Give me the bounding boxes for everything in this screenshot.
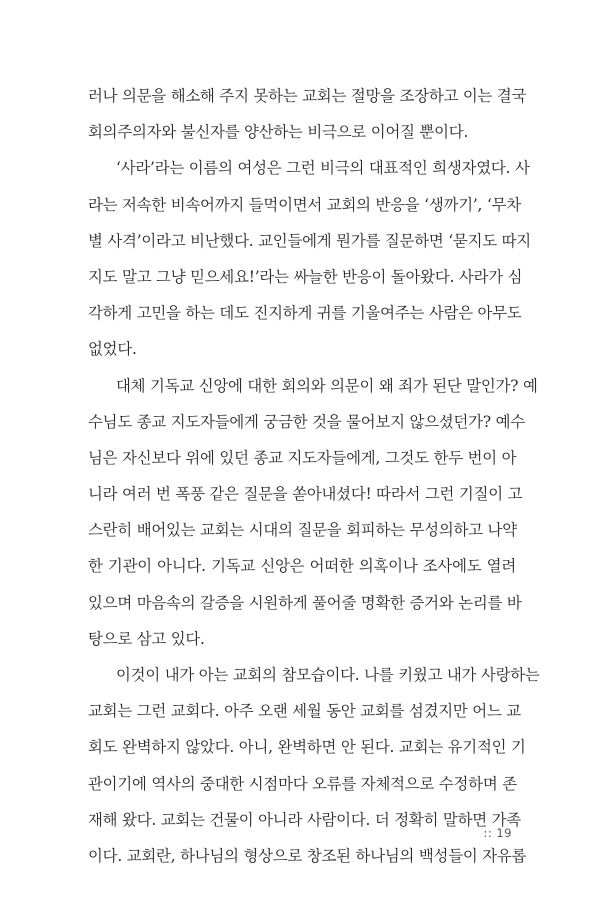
- text-line: 회의주의자와 불신자를 양산하는 비극으로 이어질 뿐이다.: [88, 123, 469, 142]
- text-line: 한 기관이 아니다. 기독교 신앙은 어떠한 의혹이나 조사에도 열려: [88, 557, 516, 576]
- text-line: 지도 말고 그냥 믿으세요!’라는 싸늘한 반응이 돌아왔다. 사라가 심: [88, 267, 523, 286]
- text-line: 스란히 배어있는 교회는 시대의 질문을 회피하는 무성의하고 나약: [88, 521, 517, 540]
- text-line: ‘사라’라는 이름의 여성은 그런 비극의 대표적인 희생자였다. 사: [116, 159, 530, 178]
- text-line: 대체 기독교 신앙에 대한 회의와 의문이 왜 죄가 된단 말인가? 예: [116, 376, 538, 395]
- text-line: 없었다.: [88, 340, 137, 359]
- text-line: 이것이 내가 아는 교회의 참모습이다. 나를 키웠고 내가 사랑하는: [116, 666, 540, 684]
- text-line: 탕으로 삼고 있다.: [88, 629, 205, 648]
- text-line: 러나 의문을 해소해 주지 못하는 교회는 절망을 조장하고 이는 결국: [88, 87, 527, 105]
- text-line: 재해 왔다. 교회는 건물이 아니라 사람이다. 더 정확히 말하면 가족: [88, 810, 521, 829]
- page-number: :: 19: [483, 826, 512, 840]
- text-line: 니라 여러 번 폭풍 같은 질문을 쏟아내셨다! 따라서 그런 기질이 고: [88, 485, 523, 504]
- text-line: 회도 완벽하지 않았다. 아니, 완벽하면 안 된다. 교회는 유기적인 기: [88, 738, 526, 757]
- text-line: 별 사격’이라고 비난했다. 교인들에게 뭔가를 질문하면 ‘묻지도 따지: [88, 231, 531, 250]
- text-line: 라는 저속한 비속어까지 들먹이면서 교회의 반응을 ‘생까기’, ‘무차: [88, 195, 521, 214]
- text-line: 님은 자신보다 위에 있던 종교 지도자들에게, 그것도 한두 번이 아: [88, 448, 517, 467]
- text-line: 관이기에 역사의 중대한 시점마다 오류를 자체적으로 수정하며 존: [88, 774, 517, 793]
- text-line: 이다. 교회란, 하나님의 형상으로 창조된 하나님의 백성들이 자유롭: [88, 846, 527, 865]
- text-line: 각하게 고민을 하는 데도 진지하게 귀를 기울여주는 사람은 아무도: [88, 304, 522, 323]
- text-line: 있으며 마음속의 갈증을 시원하게 풀어줄 명확한 증거와 논리를 바: [88, 593, 522, 612]
- text-line: 교회는 그런 교회다. 아주 오랜 세월 동안 교회를 섬겼지만 어느 교: [88, 702, 521, 721]
- text-line: 수님도 종교 지도자들에게 궁금한 것을 물어보지 않으셨던가? 예수: [88, 412, 525, 431]
- body-text: [88, 78, 540, 874]
